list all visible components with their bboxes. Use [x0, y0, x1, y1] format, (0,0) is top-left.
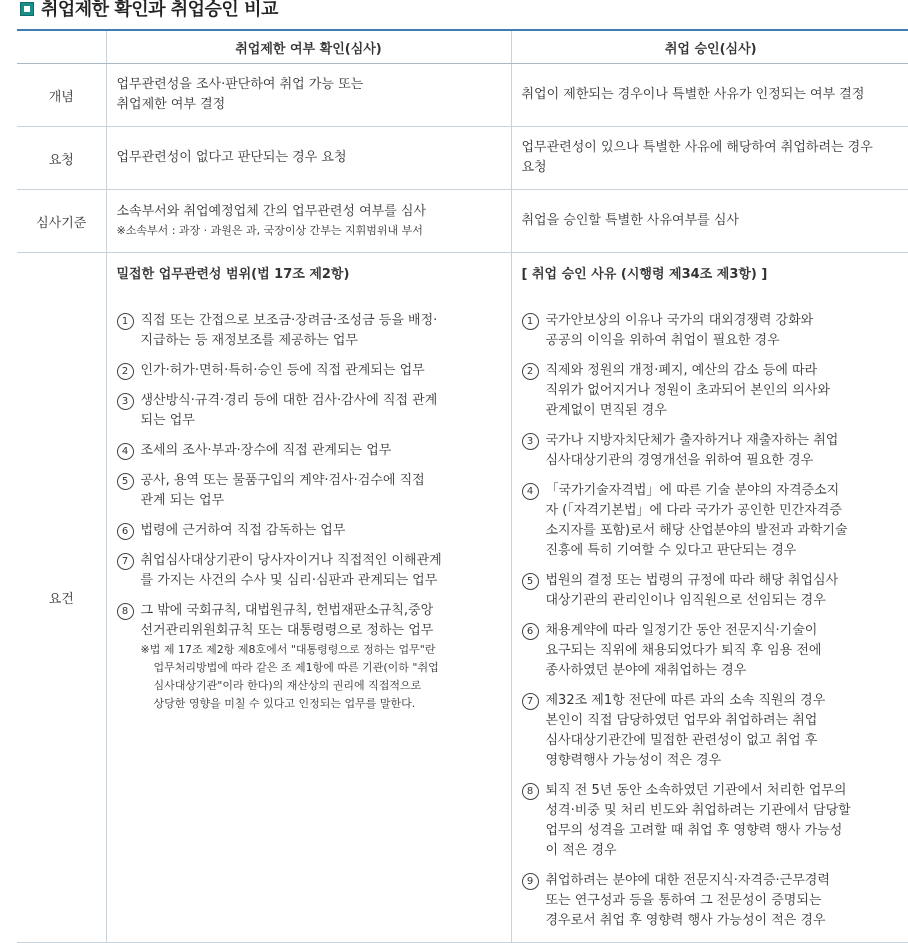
- relevance-scope-list: [117, 311, 501, 641]
- list-item-line: 법원의 결정 또는 법령의 규정에 따라 해당 취업심사: [545, 573, 839, 588]
- list-item-line: 성격·비중 및 처리 빈도와 취업하려는 기관에서 담당할: [545, 803, 851, 818]
- circled-number-icon: 6: [117, 523, 134, 540]
- list-item-line: 직접 또는 간접으로 보조금·장려금·조성금 등을 배정·: [140, 313, 438, 328]
- circled-number-icon: 3: [522, 433, 539, 450]
- law-note: [141, 641, 501, 713]
- text-line: 요청: [521, 160, 547, 175]
- circled-number-icon: 5: [522, 573, 539, 590]
- list-item-line: 업무의 성격을 고려할 때 취업 후 영향력 행사 가능성: [545, 823, 843, 838]
- list-item-line: 직제와 정원의 개정·폐지, 예산의 감소 등에 따라: [545, 363, 818, 378]
- list-item-line: 또는 연구성과 등을 통하여 그 전문성이 증명되는: [545, 893, 822, 908]
- table-row-concept: [17, 64, 908, 127]
- law-note-line: 상당한 영향을 미칠 수 있다고 인정되는 업무를 말한다.: [153, 697, 416, 710]
- list-item-line: 를 가지는 사건의 수사 및 심리·심판과 관계되는 업무: [140, 573, 438, 588]
- circled-number-icon: 5: [117, 473, 134, 490]
- list-item: [522, 781, 901, 861]
- request-right-cell: [511, 127, 908, 190]
- list-item-line: 그 밖에 국회규칙, 대법원규칙, 헌법재판소규칙,중앙: [140, 603, 434, 618]
- table-row-request: [17, 127, 908, 190]
- list-item-line: 경우로서 취업 후 영향력 행사 가능성이 적은 경우: [545, 913, 826, 928]
- list-item: [522, 571, 901, 611]
- text-line: 업무관련성이 있으나 특별한 사유에 해당하여 취업하려는 경우: [521, 140, 873, 155]
- circled-number-icon: 2: [522, 363, 539, 380]
- header-restriction-check: 취업제한 여부 확인(심사): [106, 30, 511, 64]
- list-item-line: 선거관리위원회규칙 또는 대통령령으로 정하는 업무: [140, 623, 434, 638]
- text-line: 업무관련성이 없다고 판단되는 경우 요청: [116, 150, 347, 165]
- list-item: [522, 871, 901, 931]
- requirements-left-title: 밀접한 업무관련성 범위(법 17조 제2항): [116, 267, 350, 282]
- list-item-line: 「국가기술자격법」에 따른 기술 분야의 자격증소지: [545, 483, 840, 498]
- page-title: 취업제한 확인과 취업승인 비교: [41, 0, 278, 20]
- text-line: 취업제한 여부 결정: [116, 97, 226, 112]
- circled-number-icon: 4: [522, 483, 539, 500]
- circled-number-icon: 7: [522, 693, 539, 710]
- section-title: [0, 0, 908, 24]
- circled-number-icon: 7: [117, 553, 134, 570]
- criteria-right-cell: [511, 190, 908, 253]
- table-row-criteria: [17, 190, 908, 253]
- comparison-table: [17, 29, 908, 943]
- list-item: [522, 311, 901, 351]
- list-item-line: 직위가 없어지거나 정원이 초과되어 본인의 의사와: [545, 383, 830, 398]
- list-item-line: 법령에 근거하여 직접 감독하는 업무: [140, 523, 346, 538]
- requirements-left-cell: [106, 253, 511, 943]
- list-item-line: 취업하려는 분야에 대한 전문지식·자격증·근무경력: [545, 873, 830, 888]
- list-item-line: 퇴직 전 5년 동안 소속하였던 기관에서 처리한 업무의: [545, 783, 847, 798]
- text-line: 소속부서와 취업예정업체 간의 업무관련성 여부를 심사: [116, 204, 426, 219]
- list-item: [117, 391, 501, 431]
- list-item-line: 지급하는 등 재정보조를 제공하는 업무: [140, 333, 358, 348]
- list-item-line: 인가·허가·면허·특허·승인 등에 직접 관계되는 업무: [140, 363, 425, 378]
- circled-number-icon: 3: [117, 393, 134, 410]
- list-item-line: 진흥에 특히 기여할 수 있다고 판단되는 경우: [545, 543, 797, 558]
- list-item-line: 되는 업무: [140, 413, 195, 428]
- list-item-line: 종사하였던 분야에 재취업하는 경우: [545, 663, 747, 678]
- list-item: [117, 361, 501, 381]
- list-item-line: 심사대상기관간에 밀접한 관련성이 없고 취업 후: [545, 733, 818, 748]
- list-item-line: 자 (「자격기본법」에 다라 국가가 공인한 민간자격증: [545, 503, 842, 518]
- row-label-request: 요청: [17, 127, 106, 190]
- list-item-line: 생산방식·규격·경리 등에 대한 검사·감사에 직접 관계: [140, 393, 438, 408]
- circled-number-icon: 9: [522, 873, 539, 890]
- row-label-requirements: 요건: [17, 253, 106, 943]
- list-item-line: 공공의 이익을 위하여 취업이 필요한 경우: [545, 333, 780, 348]
- list-item: [117, 521, 501, 541]
- list-item-line: 제32조 제1항 전단에 따른 과의 소속 직원의 경우: [545, 693, 826, 708]
- row-label-concept: 개념: [17, 64, 106, 127]
- list-item-line: 관계 되는 업무: [140, 493, 225, 508]
- circled-number-icon: 8: [117, 603, 134, 620]
- list-item: [522, 361, 901, 421]
- list-item-line: 심사대상기관의 경영개선을 위하여 필요한 경우: [545, 453, 814, 468]
- list-item: [117, 551, 501, 591]
- law-note-line: 심사대상기관"이라 한다)의 재산상의 권리에 직접적으로: [153, 679, 422, 692]
- circled-number-icon: 1: [117, 313, 134, 330]
- list-item: [522, 691, 901, 771]
- concept-right-cell: [511, 64, 908, 127]
- list-item-line: 대상기관의 관리인이나 임직원으로 선임되는 경우: [545, 593, 826, 608]
- list-item: [522, 481, 901, 561]
- table-header-row: [17, 30, 908, 64]
- text-line: 취업을 승인할 특별한 사유여부를 심사: [521, 213, 739, 228]
- list-item: [117, 441, 501, 461]
- circled-number-icon: 1: [522, 313, 539, 330]
- list-item-line: 국가나 지방자치단체가 출자하거나 재출자하는 취업: [545, 433, 839, 448]
- criteria-note: ※소속부서 : 과장 · 과원은 과, 국장이상 간부는 지휘범위내 부서: [116, 224, 423, 237]
- list-item-line: 국가안보상의 이유나 국가의 대외경쟁력 강화와: [545, 313, 814, 328]
- law-note-line: 업무처리방법에 따라 같은 조 제1항에 따른 기관(이하 "취업: [153, 661, 439, 674]
- square-bullet-icon: [20, 2, 34, 16]
- list-item: [117, 601, 501, 641]
- list-item-line: 채용계약에 따라 일정기간 동안 전문지식·기술이: [545, 623, 818, 638]
- list-item: [522, 431, 901, 471]
- list-item: [117, 311, 501, 351]
- approval-reasons-list: [522, 311, 901, 931]
- list-item-line: 본인이 직접 담당하였던 업무와 취업하려는 취업: [545, 713, 818, 728]
- circled-number-icon: 8: [522, 783, 539, 800]
- header-blank: [17, 30, 106, 64]
- law-note-line: ※법 제 17조 제2항 제8호에서 "대통령령으로 정하는 업무"란: [140, 643, 436, 656]
- text-line: 업무관련성을 조사·판단하여 취업 가능 또는: [116, 77, 364, 92]
- list-item-line: 영향력행사 가능성이 적은 경우: [545, 753, 722, 768]
- list-item-line: 이 적은 경우: [545, 843, 617, 858]
- criteria-left-cell: [106, 190, 511, 253]
- list-item-line: 소지자를 포함)로서 해당 산업분야의 발전과 과학기술: [545, 523, 848, 538]
- list-item-line: 공사, 용역 또는 물품구입의 계약·검사·검수에 직접: [140, 473, 425, 488]
- header-approval: 취업 승인(심사): [511, 30, 908, 64]
- list-item-line: 관계없이 면직된 경우: [545, 403, 667, 418]
- concept-left-cell: [106, 64, 511, 127]
- text-line: 취업이 제한되는 경우이나 특별한 사유가 인정되는 여부 결정: [521, 87, 865, 102]
- row-label-criteria: 심사기준: [17, 190, 106, 253]
- table-row-requirements: [17, 253, 908, 943]
- list-item: [522, 621, 901, 681]
- list-item: [117, 471, 501, 511]
- requirements-right-cell: [511, 253, 908, 943]
- list-item-line: 조세의 조사·부과·장수에 직접 관계되는 업무: [140, 443, 392, 458]
- requirements-right-title: [ 취업 승인 사유 (시행령 제34조 제3항) ]: [521, 267, 768, 282]
- list-item-line: 취업심사대상기관이 당사자이거나 직접적인 이해관계: [140, 553, 442, 568]
- circled-number-icon: 6: [522, 623, 539, 640]
- circled-number-icon: 2: [117, 363, 134, 380]
- request-left-cell: [106, 127, 511, 190]
- circled-number-icon: 4: [117, 443, 134, 460]
- list-item-line: 요구되는 직위에 채용되었다가 퇴직 후 임용 전에: [545, 643, 822, 658]
